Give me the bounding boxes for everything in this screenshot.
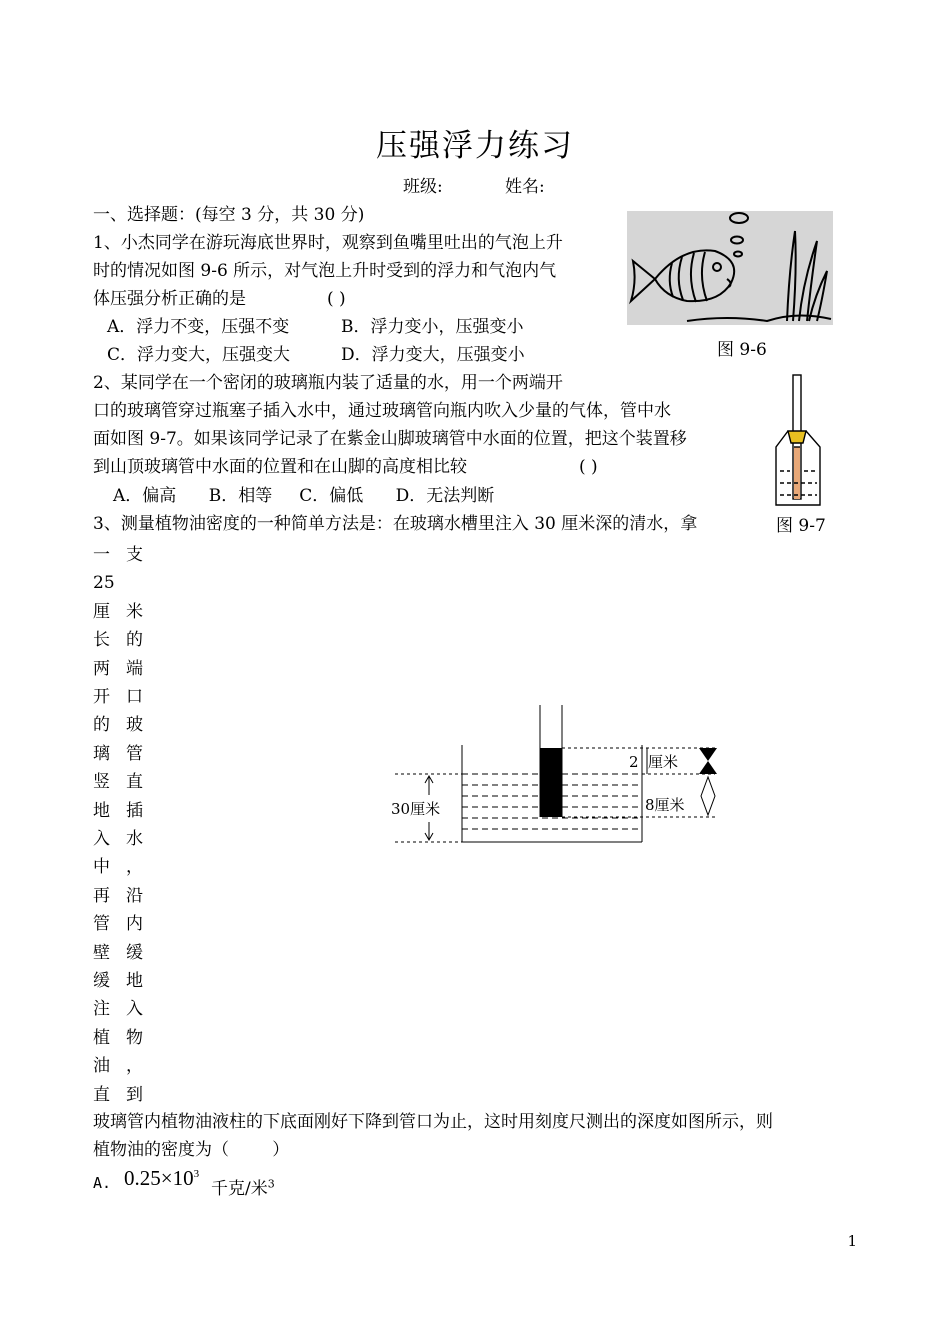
- q3-option-a-number: 0.25×10: [124, 1166, 194, 1190]
- q3-option-a-unit: 千克/米: [211, 1179, 268, 1199]
- q3-char: 水: [126, 829, 143, 849]
- q3-char: 直: [126, 772, 143, 793]
- q3-line-1: 3、测量植物油密度的一种简单方法是：在玻璃水槽里注入 30 厘米深的清水，拿: [93, 514, 698, 534]
- q3-char: 油: [93, 1056, 110, 1077]
- q3-char: 中: [93, 857, 110, 878]
- q3-char: 的: [93, 715, 110, 736]
- q3-char: 支: [126, 545, 143, 565]
- q3-char: 开: [93, 687, 110, 707]
- q3-char: 缓: [126, 942, 143, 963]
- q3-char: 壁: [93, 942, 110, 963]
- page-title: 压强浮力练习: [376, 128, 574, 164]
- q3-char: 竖: [93, 772, 110, 793]
- q3-char: 口: [126, 687, 143, 707]
- q3-char: 米: [126, 601, 143, 622]
- section-heading: 一、选择题：(每空 3 分，共 30 分): [93, 205, 365, 225]
- q2-line-2: 口的玻璃管穿过瓶塞子插入水中，通过玻璃管向瓶内吹入少量的气体，管中水: [93, 401, 671, 421]
- q2-line-1: 2、某同学在一个密闭的玻璃瓶内装了适量的水，用一个两端开: [93, 373, 563, 393]
- q3-option-a-exponent: 3: [193, 1168, 200, 1180]
- bottle-figure: [770, 373, 830, 516]
- q1-line-3: 体压强分析正确的是: [93, 289, 246, 309]
- q3-char: 再: [93, 885, 110, 906]
- fish-figure: [627, 211, 833, 325]
- q3-char: ，: [126, 857, 143, 878]
- q1-option-c: C．浮力变大，压强变大: [107, 345, 291, 365]
- fig-9-6-caption: 图 9-6: [717, 340, 767, 360]
- q3-char: ，: [126, 1056, 143, 1077]
- q3-char: 端: [126, 658, 143, 679]
- q3-char: 入: [126, 999, 143, 1020]
- q3-char: 植: [93, 1027, 110, 1048]
- q1-option-b: B．浮力变小，压强变小: [341, 317, 524, 337]
- q3-char: 缓: [93, 971, 110, 991]
- q1-option-a: A．浮力不变，压强不变: [107, 317, 290, 337]
- q3-option-a-unit-exponent: 3: [267, 1177, 275, 1191]
- q3-char: 玻: [126, 715, 143, 736]
- q3-char: 厘: [93, 601, 110, 622]
- q1-line-1: 1、小杰同学在游玩海底世界时，观察到鱼嘴里吐出的气泡上升: [93, 233, 563, 253]
- q3-char: 注: [93, 999, 110, 1020]
- tank-diagram: [385, 705, 730, 855]
- q2-line-4: 到山顶玻璃管中水面的位置和在山脚的高度相比较: [93, 457, 467, 477]
- q2-line-3: 面如图 9-7。如果该同学记录了在紫金山脚玻璃管中水面的位置，把这个装置移: [93, 429, 687, 449]
- q3-char: 25: [93, 573, 115, 594]
- q1-answer-bracket: ( ): [327, 289, 346, 309]
- q3-option-a-label: A.: [93, 1174, 112, 1192]
- q3-char: 物: [126, 1027, 143, 1048]
- label-cm: 厘米: [648, 753, 679, 771]
- q3-char: 地: [126, 971, 143, 991]
- q3-line-3: 植物油的密度为（ ）: [93, 1140, 290, 1160]
- label-8cm: 8厘米: [645, 796, 685, 814]
- q3-char: 内: [126, 914, 143, 935]
- q3-char: 地: [93, 800, 110, 821]
- class-label: 班级:: [403, 177, 443, 197]
- q3-line-2: 玻璃管内植物油液柱的下底面刚好下降到管口为止，这时用刻度尺测出的深度如图所示，则: [93, 1112, 773, 1132]
- q3-char: 璃: [93, 743, 110, 764]
- q3-char: 长: [93, 630, 110, 651]
- q2-answer-bracket: ( ): [579, 457, 598, 477]
- q3-char: 插: [126, 800, 143, 821]
- q3-char: 入: [93, 829, 110, 849]
- q3-char: 管: [126, 743, 143, 764]
- name-label: 姓名:: [505, 177, 545, 197]
- q3-char: 一: [93, 545, 110, 565]
- q2-options: A．偏高 B．相等 C．偏低 D．无法判断: [113, 486, 495, 506]
- q3-char: 管: [93, 914, 110, 935]
- q3-char: 到: [126, 1084, 143, 1105]
- page-number: 1: [847, 1232, 857, 1250]
- q3-char: 两: [93, 658, 110, 679]
- q1-option-d: D．浮力变大，压强变小: [341, 345, 525, 365]
- fig-9-7-caption: 图 9-7: [776, 516, 826, 536]
- q3-option-a-unit-wrap: [211, 1174, 275, 1199]
- label-2: 2: [629, 753, 639, 771]
- q3-option-a-value: [124, 1166, 199, 1191]
- q3-char: 直: [93, 1084, 110, 1105]
- q3-char: 沿: [126, 885, 143, 906]
- q3-char: 的: [126, 630, 143, 651]
- q1-line-2: 时的情况如图 9-6 所示，对气泡上升时受到的浮力和气泡内气: [93, 261, 557, 281]
- label-30cm: 30厘米: [391, 800, 441, 818]
